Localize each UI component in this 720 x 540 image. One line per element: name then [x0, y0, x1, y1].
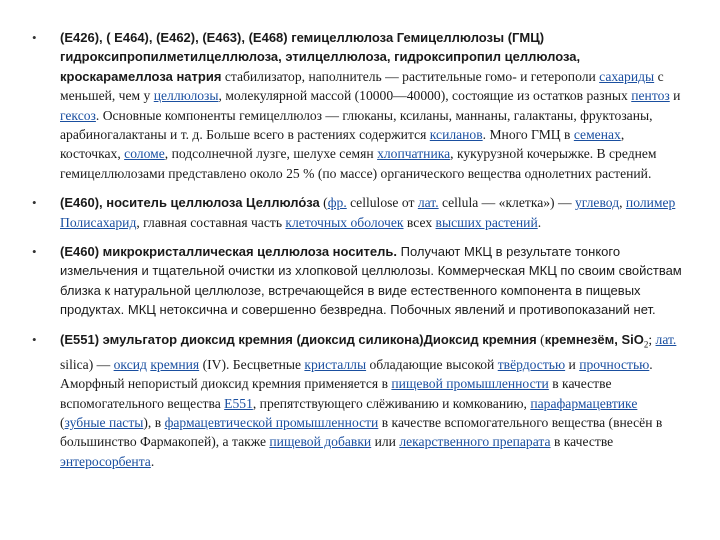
text-span: от: [398, 195, 418, 211]
text-span: ) —: [88, 356, 114, 372]
text-span: в качестве: [550, 434, 614, 450]
text-span: ,: [619, 195, 626, 211]
term-link[interactable]: пентоз: [631, 88, 670, 104]
term-link[interactable]: ксиланов: [429, 127, 483, 143]
term-link[interactable]: зубные пасты: [64, 415, 144, 431]
term-link[interactable]: углевод: [574, 195, 620, 211]
bold-heading-text: (E551) эмульгатор диоксид кремния (диоксид силикона)Диоксид кремния: [60, 331, 537, 347]
bold-heading-text: ,: [614, 331, 622, 347]
text-span: стабилизатор, наполнитель — растительные гомо- и гетерополи: [221, 68, 600, 84]
term-link[interactable]: клеточных оболочек: [285, 214, 404, 230]
bullet-item-silicon-dioxide: [32, 330, 682, 472]
term-link[interactable]: кремния: [150, 356, 200, 372]
bullet-text: [60, 30, 680, 181]
bullet-item-hemicellulose: [32, 28, 682, 183]
term-link[interactable]: пищевой промышленности: [391, 376, 549, 392]
bullet-item-microcrystalline-cellulose: [32, 242, 682, 320]
term-link[interactable]: полимер: [625, 195, 676, 211]
text-span: cellula: [442, 195, 479, 211]
text-span: .: [537, 214, 542, 230]
text-span: .: [150, 453, 155, 469]
text-span: . Основные компоненты гемицеллюлоз — глюканы, ксиланы, маннаны, галактаны, фруктозаны, арабиногалактаны и т. д. Больше всего в растениях содержится: [60, 107, 653, 143]
text-span: (IV). Бесцветные: [199, 356, 305, 372]
text-span: (: [60, 415, 65, 431]
text-span: , кукурузной кочерыжке. В среднем гемицеллюлозами представлено около 25 % (по массе) органического вещества однолетних растений: [60, 146, 657, 181]
subscript-text: 2: [643, 339, 649, 350]
text-span: или: [371, 434, 400, 450]
text-span: , молекулярной массой (10000—40000), состоящие из остатков разных: [218, 88, 632, 104]
text-span: cellulose: [350, 195, 399, 211]
text-span: , подсолнечной лузге, шелухе семян: [164, 146, 378, 162]
bullet-item-cellulose: [32, 193, 682, 232]
bullet-dot-icon: •: [32, 195, 37, 211]
term-link[interactable]: пищевой добавки: [269, 434, 372, 450]
text-span: . Аморфный непористый диоксид кремния применяется в: [60, 356, 653, 392]
term-link[interactable]: целлюлозы: [153, 88, 219, 104]
term-link[interactable]: фармацевтической промышленности: [164, 415, 379, 431]
bullet-text: [60, 244, 682, 317]
term-link[interactable]: лат.: [655, 331, 677, 347]
term-link[interactable]: энтеросорбента: [60, 453, 151, 469]
bullet-dot-icon: •: [32, 244, 37, 260]
bullet-dot-icon: •: [32, 331, 37, 347]
text-span: в качестве вспомогательного вещества: [60, 376, 612, 411]
term-link[interactable]: сахариды: [599, 68, 655, 84]
term-link[interactable]: семенах: [573, 127, 621, 143]
bold-heading-text: (E460) микрокристаллическая целлюлоза носитель.: [60, 244, 397, 260]
term-link[interactable]: гексоз: [60, 107, 96, 123]
text-span: Получают МКЦ в результате тонкого измельчения и тщательной очистки из хлопковой целлюлозы. Коммерческая МКЦ по своим свойствам близка к натуральной целлюлозе, встречающейся в виде естественного компонента в пищевых продуктах. МКЦ нетоксична и совершенно безвредна. Побочных явлений и противопоказаний нет.: [60, 244, 682, 318]
text-span: (: [319, 195, 328, 211]
text-span: — «клетка») —: [478, 195, 575, 211]
text-span: и: [565, 356, 580, 372]
text-span: всех: [403, 214, 436, 230]
bold-heading-text: кремнезём: [544, 331, 615, 347]
term-link[interactable]: парафармацевтике: [530, 395, 638, 411]
text-span: и: [669, 88, 681, 104]
bullet-text: [60, 332, 676, 469]
text-span: ), в: [143, 415, 165, 431]
term-link[interactable]: лекарственного препарата: [399, 434, 551, 450]
bold-heading-text: SiO: [621, 331, 644, 347]
text-span: обладающие высокой: [366, 356, 498, 372]
term-link[interactable]: оксид: [113, 356, 147, 372]
term-link[interactable]: Полисахарид: [60, 214, 137, 230]
text-span: , косточках,: [60, 127, 625, 162]
text-span: silica: [60, 356, 89, 372]
term-link[interactable]: кристаллы: [304, 356, 367, 372]
text-span: с меньшей, чем у: [60, 68, 664, 104]
term-link[interactable]: прочностью: [579, 356, 650, 372]
bullet-dot-icon: •: [32, 30, 37, 45]
bullet-text: [60, 195, 675, 229]
term-link[interactable]: хлопчатника: [377, 146, 451, 162]
term-link[interactable]: фр.: [327, 195, 347, 211]
term-link[interactable]: высших растений: [435, 214, 538, 230]
bold-heading-text: (E460), носитель целлюлоза Целлюло́за: [60, 195, 320, 211]
term-link[interactable]: лат.: [417, 195, 439, 211]
text-span: , препятствующего слёживанию и комкованию,: [252, 395, 531, 411]
text-span: .: [647, 165, 652, 181]
text-span: . Много ГМЦ в: [482, 127, 574, 143]
text-span: в качестве вспомогательного вещества (внесён в большинство Фармакопей), а также: [60, 415, 663, 450]
text-span: , главная составная часть: [136, 214, 286, 230]
term-link[interactable]: твёрдостью: [497, 356, 566, 372]
text-span: ;: [648, 331, 656, 347]
bullet-list: [32, 28, 682, 481]
text-span: (: [536, 331, 545, 347]
bold-heading-text: (E426), ( E464), (E462), (E463), (E468) гемицеллюлоза Гемицеллюлозы (ГМЦ) гидроксипропилметилцеллюлоза, этилцеллюлоза, гидроксипропил целлюлоза, кроскарамеллоза натрия: [60, 30, 581, 84]
term-link[interactable]: E551: [224, 395, 253, 411]
term-link[interactable]: соломе: [124, 146, 165, 162]
